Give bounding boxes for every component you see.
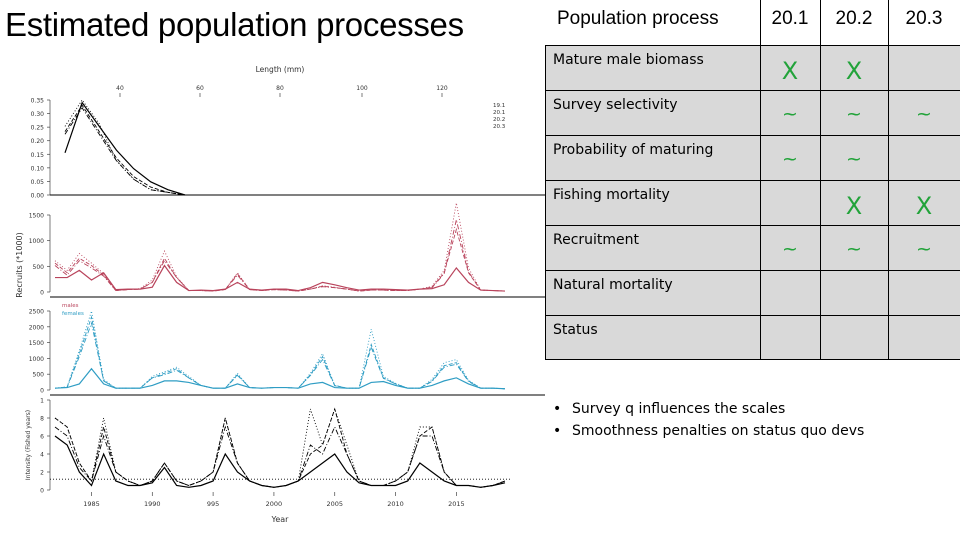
cell-20-2: X: [820, 180, 888, 225]
legend-entry: 20.3: [493, 124, 506, 130]
bullet-icon: •: [553, 423, 562, 439]
y-tick-label: 0.35: [30, 97, 44, 105]
y-tick-label: 1000: [28, 238, 44, 246]
cell-20-2: [820, 270, 888, 315]
cell-20-3: ~: [888, 225, 960, 270]
cell-20-3: [888, 45, 960, 90]
legend-entry: 20.1: [493, 110, 506, 116]
cell-20-1: [760, 315, 820, 360]
page-title: Estimated population processes: [5, 6, 464, 43]
cell-20-3: [888, 135, 960, 180]
y-tick-label: 8: [40, 415, 44, 423]
note-text: Smoothness penalties on status quo devs: [572, 423, 865, 439]
row-label: Status: [545, 315, 760, 360]
length-axis-title: Length (mm): [255, 65, 305, 74]
note-text: Survey q influences the scales: [572, 401, 786, 417]
row-label: Fishing mortality: [545, 180, 760, 225]
y-tick-label: 1: [40, 397, 44, 405]
table-grid-line: [545, 45, 960, 46]
cell-20-3: ~: [888, 90, 960, 135]
series-line-19-1: [65, 103, 185, 195]
y-tick-label: 500: [32, 371, 44, 379]
recruits-axis-label: Recruits (*1000): [15, 232, 24, 298]
note-item: [553, 420, 864, 442]
y-tick-label: 0.05: [30, 178, 44, 186]
y-tick-label: 6: [40, 433, 44, 441]
population-process-table: [545, 0, 960, 360]
year-tick-label: 2010: [387, 500, 404, 508]
series-line-20-3: [55, 427, 505, 487]
cell-20-1: ~: [760, 225, 820, 270]
cell-20-1: [760, 270, 820, 315]
year-tick-label: 995: [206, 500, 220, 508]
table-row: [545, 45, 960, 90]
notes-list: [553, 398, 864, 442]
intensity-axis-label: Intensity (Fished years): [25, 409, 32, 481]
legend-entry: 20.2: [493, 117, 506, 123]
table-row: [545, 225, 960, 270]
series-line-19-1: [55, 436, 505, 487]
table-grid-line: [820, 0, 821, 360]
table-header: [545, 0, 960, 45]
series-line-20-2: [55, 311, 505, 389]
y-tick-label: 1500: [28, 340, 44, 348]
y-tick-label: 4: [40, 451, 44, 459]
header-process: Population process: [557, 8, 719, 29]
series-line-20-3: [55, 323, 505, 389]
year-tick-label: 2000: [265, 500, 283, 508]
table-grid-line: [545, 270, 960, 271]
y-tick-label: 1000: [28, 355, 44, 363]
table-row: [545, 135, 960, 180]
table-grid-line: [545, 135, 960, 136]
row-label: Natural mortality: [545, 270, 760, 315]
legend-entry: 19.1: [493, 103, 506, 109]
y-tick-label: 2500: [28, 308, 44, 316]
y-tick-label: 0.00: [30, 192, 44, 200]
note-item: [553, 398, 864, 420]
table-row: [545, 315, 960, 360]
bullet-icon: •: [553, 401, 562, 417]
y-tick-label: 0.25: [30, 124, 44, 132]
y-tick-label: 0.30: [30, 111, 44, 119]
population-process-figure: [0, 55, 545, 540]
row-label: Recruitment: [545, 225, 760, 270]
row-label: Probability of maturing: [545, 135, 760, 180]
cell-20-3: [888, 270, 960, 315]
header-col-1: 20.1: [771, 8, 809, 29]
y-tick-label: 0: [40, 387, 44, 395]
length-tick-label: 100: [356, 85, 368, 92]
length-tick-label: 40: [116, 85, 124, 92]
series-line-19-1: [55, 369, 505, 389]
cell-20-2: [820, 315, 888, 360]
cell-20-3: [888, 315, 960, 360]
table-row: [545, 180, 960, 225]
table-row: [545, 270, 960, 315]
table-grid-line: [888, 0, 889, 360]
series-line-20-1: [55, 229, 505, 291]
cell-20-2: ~: [820, 225, 888, 270]
table-grid-line: [545, 45, 546, 360]
y-tick-label: 2: [40, 469, 44, 477]
y-tick-label: 0.20: [30, 138, 44, 146]
table-row: [545, 90, 960, 135]
table-grid-line: [545, 180, 960, 181]
series-line-20-2: [65, 100, 185, 195]
table-grid-line: [545, 90, 960, 91]
cell-20-1: ~: [760, 90, 820, 135]
series-line-20-1: [55, 317, 505, 389]
legend-males: males: [62, 303, 79, 309]
series-line-20-3: [65, 108, 185, 195]
cell-20-2: ~: [820, 90, 888, 135]
length-tick-label: 80: [276, 85, 284, 92]
row-label: Mature male biomass: [545, 45, 760, 90]
table-grid-line: [545, 359, 960, 360]
y-tick-label: 0.15: [30, 151, 44, 159]
header-col-2: 20.2: [835, 8, 873, 29]
year-tick-label: 2005: [326, 500, 344, 508]
year-axis-title: Year: [271, 515, 289, 524]
cell-20-3: X: [888, 180, 960, 225]
cell-20-2: X: [820, 45, 888, 90]
cell-20-1: [760, 180, 820, 225]
cell-20-1: X: [760, 45, 820, 90]
y-tick-label: 0.10: [30, 165, 44, 173]
y-tick-label: 500: [32, 263, 44, 271]
table-grid-line: [760, 0, 761, 360]
y-tick-label: 1500: [28, 212, 44, 220]
table-grid-line: [545, 315, 960, 316]
series-line-19-1: [55, 266, 505, 292]
legend-females: females: [62, 311, 84, 317]
length-tick-label: 120: [436, 85, 448, 92]
year-tick-label: 2015: [448, 500, 465, 508]
length-tick-label: 60: [196, 85, 204, 92]
y-tick-label: 2000: [28, 324, 44, 332]
y-tick-label: 0: [40, 289, 44, 297]
cell-20-2: ~: [820, 135, 888, 180]
cell-20-1: ~: [760, 135, 820, 180]
year-tick-label: 1990: [144, 500, 161, 508]
row-label: Survey selectivity: [545, 90, 760, 135]
series-line-20-2: [55, 203, 505, 291]
y-tick-label: 0: [40, 487, 44, 495]
header-col-3: 20.3: [905, 8, 943, 29]
series-line-20-1: [65, 105, 185, 195]
year-tick-label: 1985: [83, 500, 100, 508]
table-grid-line: [545, 225, 960, 226]
